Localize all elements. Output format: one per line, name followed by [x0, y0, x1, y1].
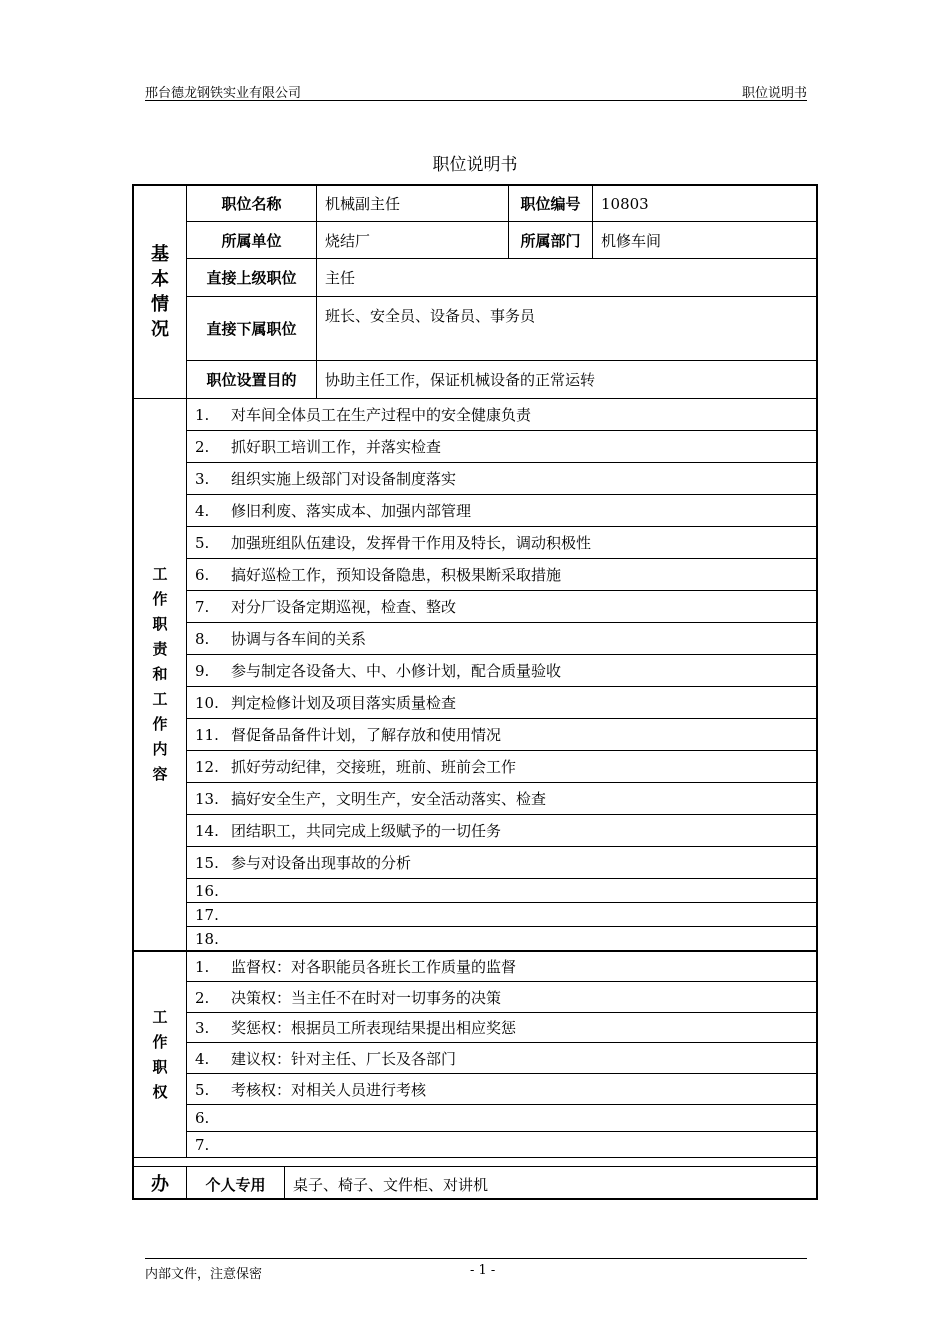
list-item-cell: [187, 719, 819, 751]
item-number: 4.: [195, 1049, 210, 1068]
item-text: 组织实施上级部门对设备制度落实: [231, 470, 457, 488]
office-section-label: 办: [134, 1167, 187, 1201]
item-number: 17.: [195, 905, 219, 924]
list-item-cell: [187, 591, 819, 623]
list-item: [134, 1074, 819, 1105]
list-item-cell: [187, 982, 819, 1013]
item-number: 7.: [195, 1135, 210, 1154]
list-item: [134, 559, 819, 591]
item-text: 修旧利废、落实成本、加强内部管理: [231, 502, 472, 520]
subordinates-label: 直接下属职位: [187, 297, 317, 361]
position-name-value: 机械副主任: [317, 186, 509, 222]
item-number: 2.: [195, 988, 210, 1007]
item-text: 加强班组队伍建设，发挥骨干作用及特长，调动积极性: [231, 534, 592, 552]
item-text: 对分厂设备定期巡视，检查、整改: [231, 598, 457, 616]
dept-label: 所属部门: [509, 222, 593, 259]
purpose-label: 职位设置目的: [187, 361, 317, 399]
item-text: 抓好职工培训工作，并落实检查: [231, 438, 442, 456]
list-item: [134, 1043, 819, 1074]
list-item: [134, 719, 819, 751]
list-item-cell: [187, 431, 819, 463]
item-number: 2.: [195, 438, 210, 456]
item-number: 9.: [195, 662, 210, 680]
superior-label: 直接上级职位: [187, 259, 317, 297]
position-name-label: 职位名称: [187, 186, 317, 222]
item-number: 10.: [195, 694, 219, 712]
list-item-cell: [187, 815, 819, 847]
personal-use-value: 桌子、椅子、文件柜、对讲机: [285, 1167, 819, 1201]
item-text: 参与对设备出现事故的分析: [231, 854, 412, 872]
position-code-label: 职位编号: [509, 186, 593, 222]
list-item-cell: [187, 952, 819, 982]
item-text: 考核权：对相关人员进行考核: [231, 1080, 427, 1099]
list-item: [134, 399, 819, 431]
list-item-cell: [187, 847, 819, 879]
item-number: 13.: [195, 790, 219, 808]
page-header: [145, 82, 807, 101]
item-number: 8.: [195, 630, 210, 648]
confidential-note: 内部文件，注意保密: [145, 1267, 263, 1282]
item-text: 决策权：当主任不在时对一切事务的决策: [231, 988, 502, 1007]
company-name: 邢台德龙钢铁实业有限公司: [145, 86, 302, 101]
list-item: [134, 879, 819, 903]
list-item: [134, 982, 819, 1013]
list-item: [134, 783, 819, 815]
authority-section-label: 工 作 职 权: [134, 952, 187, 1158]
list-item-cell: [187, 655, 819, 687]
office-table: [133, 1166, 818, 1200]
purpose-value: 协助主任工作，保证机械设备的正常运转: [317, 361, 819, 399]
doc-type: 职位说明书: [741, 86, 807, 101]
list-item-cell: [187, 559, 819, 591]
position-code-value: 10803: [593, 186, 819, 222]
item-number: 6.: [195, 566, 210, 584]
list-item-cell: [187, 783, 819, 815]
item-text: 监督权：对各职能员各班长工作质量的监督: [231, 958, 517, 976]
item-number: 11.: [195, 726, 219, 744]
item-number: 14.: [195, 822, 219, 840]
item-text: 奖惩权：根据员工所表现结果提出相应奖惩: [231, 1019, 517, 1037]
subordinates-value: 班长、安全员、设备员、事务员: [317, 297, 819, 361]
list-item-cell: [187, 903, 819, 927]
list-item: [134, 1013, 819, 1043]
item-number: 3.: [195, 470, 210, 488]
item-number: 12.: [195, 758, 219, 776]
list-item-cell: [187, 495, 819, 527]
list-item: [134, 431, 819, 463]
list-item: [134, 847, 819, 879]
unit-value: 烧结厂: [317, 222, 509, 259]
list-item: [134, 903, 819, 927]
item-number: 5.: [195, 534, 210, 552]
list-item: [134, 623, 819, 655]
item-number: 18.: [195, 929, 219, 948]
basic-info-table: [133, 185, 818, 399]
page-number: - 1 -: [470, 1263, 496, 1278]
item-text: 建议权：针对主任、厂长及各部门: [231, 1049, 457, 1068]
list-item: [134, 927, 819, 951]
list-item-cell: [187, 1043, 819, 1074]
list-item: [134, 527, 819, 559]
item-number: 15.: [195, 854, 219, 872]
list-item: [134, 655, 819, 687]
list-item: [134, 1105, 819, 1132]
item-text: 判定检修计划及项目落实质量检查: [231, 694, 457, 712]
list-item-cell: [187, 1105, 819, 1132]
list-item: [134, 751, 819, 783]
item-text: 抓好劳动纪律，交接班，班前、班前会工作: [231, 758, 517, 776]
item-text: 参与制定各设备大、中、小修计划，配合质量验收: [231, 662, 562, 680]
list-item: [134, 591, 819, 623]
authority-table: [133, 951, 818, 1158]
basic-section-label: 基 本 情 况: [134, 186, 187, 399]
item-number: 1.: [195, 958, 210, 976]
item-number: 6.: [195, 1109, 210, 1127]
list-item: [134, 815, 819, 847]
list-item-cell: [187, 463, 819, 495]
item-number: 7.: [195, 598, 210, 616]
list-item: [134, 495, 819, 527]
list-item-cell: [187, 927, 819, 951]
list-item-cell: [187, 623, 819, 655]
item-text: 搞好巡检工作，预知设备隐患，积极果断采取措施: [231, 566, 562, 584]
superior-value: 主任: [317, 259, 819, 297]
duties-table: [133, 398, 818, 951]
personal-use-label: 个人专用: [187, 1167, 285, 1201]
list-item-cell: [187, 1132, 819, 1158]
item-text: 督促备品备件计划，了解存放和使用情况: [231, 726, 502, 744]
list-item-cell: [187, 751, 819, 783]
list-item-cell: [187, 527, 819, 559]
list-item: [134, 463, 819, 495]
list-item: [134, 952, 819, 982]
list-item-cell: [187, 687, 819, 719]
item-number: 3.: [195, 1019, 210, 1037]
list-item-cell: [187, 1013, 819, 1043]
duties-section-label: 工 作 职 责 和 工 作 内 容: [134, 399, 187, 951]
item-text: 对车间全体员工在生产过程中的安全健康负责: [231, 406, 532, 424]
page-footer: [145, 1258, 807, 1282]
item-text: 搞好安全生产，文明生产，安全活动落实、检查: [231, 790, 547, 808]
item-number: 4.: [195, 502, 210, 520]
list-item-cell: [187, 399, 819, 431]
job-description-table: [132, 184, 818, 1200]
list-item: [134, 687, 819, 719]
dept-value: 机修车间: [593, 222, 819, 259]
unit-label: 所属单位: [187, 222, 317, 259]
item-number: 1.: [195, 406, 210, 424]
item-text: 协调与各车间的关系: [231, 630, 367, 648]
item-number: 5.: [195, 1080, 210, 1099]
list-item-cell: [187, 879, 819, 903]
list-item-cell: [187, 1074, 819, 1105]
page-title: 职位说明书: [432, 155, 518, 175]
list-item: [134, 1132, 819, 1158]
item-text: 团结职工，共同完成上级赋予的一切任务: [231, 822, 502, 840]
item-number: 16.: [195, 881, 219, 900]
